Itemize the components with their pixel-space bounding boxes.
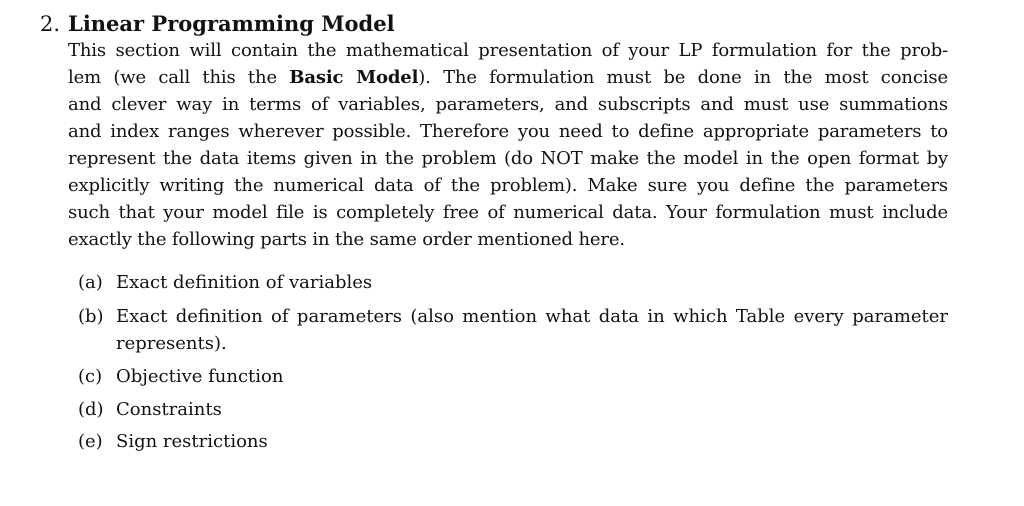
list-item-text: Sign restrictions bbox=[116, 431, 268, 452]
paragraph-text: exactly the following parts in the same order mentioned here. bbox=[68, 229, 625, 250]
paragraph-line bbox=[68, 226, 948, 253]
paragraph-line bbox=[68, 145, 948, 172]
basic-model-term: Basic Model bbox=[289, 67, 419, 88]
paragraph-text: explicitly writing the numerical data of the problem). Make sure you define the parameters bbox=[68, 175, 948, 196]
section-number: 2. bbox=[40, 12, 61, 36]
list-item-label: (d) bbox=[78, 399, 104, 420]
paragraph-text: ). The formulation must be done in the most concise bbox=[418, 67, 948, 88]
paragraph-line bbox=[68, 118, 948, 145]
list-item-text: Exact definition of variables bbox=[116, 272, 373, 293]
paragraph-text: lem (we call this the bbox=[68, 67, 290, 88]
list-item-text: represents). bbox=[116, 333, 227, 354]
list-item bbox=[78, 396, 222, 423]
section-title: Linear Programming Model bbox=[68, 11, 395, 36]
list-item-text: Objective function bbox=[116, 366, 284, 387]
paragraph-line bbox=[68, 37, 948, 64]
paragraph-text: and index ranges wherever possible. Therefore you need to define appropriate parameters to bbox=[68, 121, 948, 142]
list-item bbox=[78, 303, 948, 330]
list-item bbox=[78, 428, 268, 455]
paragraph-line bbox=[68, 64, 948, 91]
list-item-label: (b) bbox=[78, 306, 104, 327]
section-heading bbox=[40, 8, 395, 40]
list-item-label: (c) bbox=[78, 366, 103, 387]
paragraph-text: represent the data items given in the problem (do NOT make the model in the open format by bbox=[68, 148, 948, 169]
paragraph-text: and clever way in terms of variables, parameters, and subscripts and must use summations bbox=[68, 94, 948, 115]
paragraph-text: This section will contain the mathematical presentation of your LP formulation for the prob- bbox=[68, 40, 948, 61]
list-item-continuation bbox=[116, 330, 227, 357]
list-item bbox=[78, 363, 283, 390]
paragraph-line bbox=[68, 91, 948, 118]
list-item-text: Constraints bbox=[116, 399, 222, 420]
list-item-label: (a) bbox=[78, 272, 103, 293]
list-item-label: (e) bbox=[78, 431, 103, 452]
list-item bbox=[78, 269, 372, 296]
paragraph-text: such that your model file is completely free of numerical data. Your formulation must include bbox=[68, 202, 948, 223]
list-item-text: Exact definition of parameters (also mention what data in which Table every parameter bbox=[116, 306, 948, 327]
paragraph-line bbox=[68, 172, 948, 199]
paragraph-line bbox=[68, 199, 948, 226]
